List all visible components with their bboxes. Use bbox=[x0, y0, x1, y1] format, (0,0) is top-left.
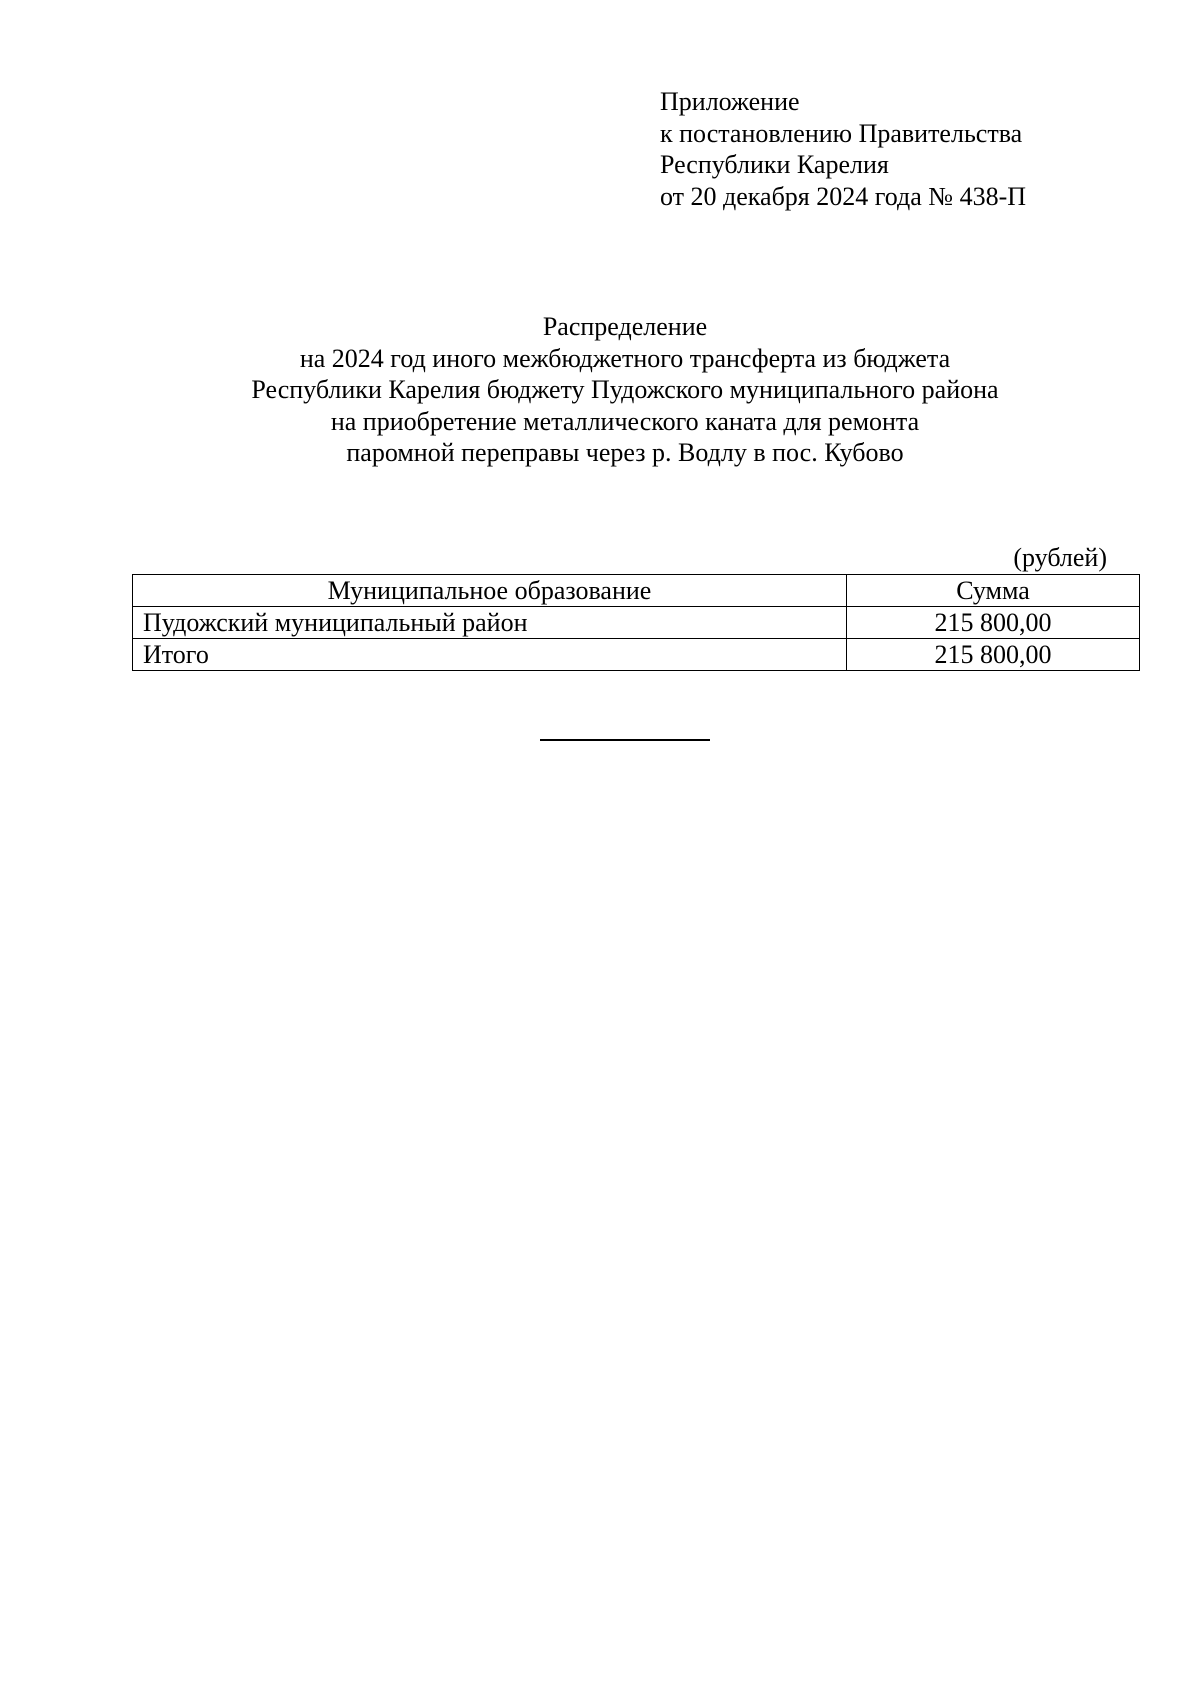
cell-total-sum: 215 800,00 bbox=[847, 639, 1140, 671]
attachment-line: от 20 декабря 2024 года № 438-П bbox=[660, 181, 1027, 211]
attachment-line: Приложение bbox=[660, 87, 800, 116]
units-label: (рублей) bbox=[1013, 543, 1107, 572]
title-line: Распределение bbox=[542, 312, 708, 341]
table-row bbox=[133, 607, 1140, 639]
table-header-row bbox=[133, 575, 1140, 607]
distribution-table bbox=[132, 574, 1140, 671]
title-line: паромной переправы через р. Водлу в пос. Кубово bbox=[346, 438, 904, 467]
attachment-line: к постановлению Правительства bbox=[660, 118, 1023, 148]
cell-sum: 215 800,00 bbox=[847, 607, 1140, 639]
title-line: на приобретение металлического каната для ремонта bbox=[330, 406, 920, 436]
cell-total-label: Итого bbox=[133, 639, 847, 671]
header-sum: Сумма bbox=[847, 575, 1140, 607]
attachment-block bbox=[660, 86, 1026, 212]
title-line: на 2024 год иного межбюджетного трансферта из бюджета bbox=[299, 343, 951, 373]
table-row-total bbox=[133, 639, 1140, 671]
cell-municipality: Пудожский муниципальный район bbox=[133, 607, 847, 639]
header-municipality: Муниципальное образование bbox=[133, 575, 847, 607]
document-title bbox=[130, 311, 1120, 469]
end-separator-line bbox=[540, 739, 710, 741]
title-line: Республики Карелия бюджету Пудожского муниципального района bbox=[251, 375, 999, 404]
attachment-line: Республики Карелия bbox=[660, 150, 889, 179]
